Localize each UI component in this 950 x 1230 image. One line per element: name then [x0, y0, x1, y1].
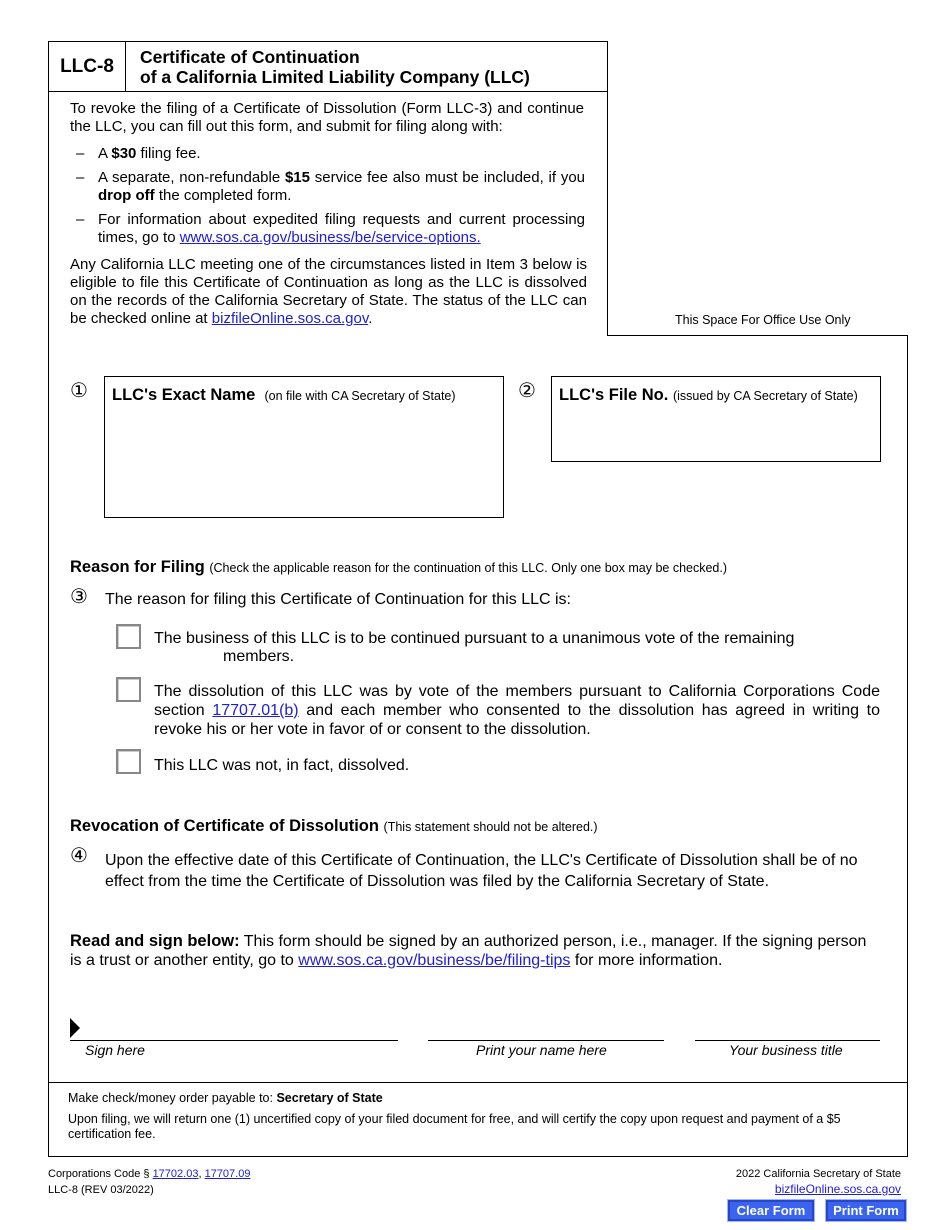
print-form-button[interactable]: Print Form: [826, 1200, 906, 1221]
code-17707-09-link[interactable]: 17707.09: [204, 1168, 251, 1180]
bullet-service-fee: A separate, non-refundable $15 service fee also must be included, if you drop off the completed form.: [98, 169, 586, 204]
payable-to: Make check/money order payable to: Secretary of State: [68, 1091, 383, 1105]
signature-line[interactable]: [70, 1040, 398, 1041]
code-section-link[interactable]: 17707.01(b): [212, 702, 299, 719]
bullet-expedited: For information about expedited filing requests and current processing times, go to www.sos.ca.gov/business/be/service-options.: [98, 211, 585, 246]
reason-checkbox-revoked-vote[interactable]: [116, 677, 141, 702]
reason-intro: The reason for filing this Certificate of Continuation for this LLC is:: [105, 591, 571, 608]
sos-copyright: 2022 California Secretary of State: [735, 1168, 901, 1180]
code-17702-03-link[interactable]: 17702.03: [152, 1168, 199, 1180]
bullet-dash: –: [76, 211, 85, 228]
item-number-2: ②: [518, 380, 536, 402]
eligibility-text: Any California LLC meeting one of the circumstances listed in Item 3 below is eligible to file this Certificate of Continuation as long as the LLC is dissolved on the records of the California Secretary of State. The status of the LLC can be checked online at bizfileOnline.sos.ca.gov.: [70, 256, 587, 327]
corporations-code: Corporations Code § 17702.03, 17707.09: [48, 1168, 251, 1180]
service-options-link[interactable]: www.sos.ca.gov/business/be/service-options.: [179, 229, 481, 246]
reason-option-unanimous-vote: The business of this LLC is to be continued pursuant to a unanimous vote of the remaining: [154, 630, 795, 647]
bullet-dash: –: [76, 169, 85, 186]
filing-tips-link[interactable]: www.sos.ca.gov/business/be/filing-tips: [298, 952, 571, 969]
bizfile-link[interactable]: bizfileOnline.sos.ca.gov: [211, 310, 369, 327]
business-title-line[interactable]: [695, 1040, 880, 1041]
llc-name-label: LLC's Exact Name (on file with CA Secretary of State): [112, 386, 456, 404]
reason-checkbox-not-dissolved[interactable]: [116, 749, 141, 774]
instructions-right-border: [607, 92, 608, 336]
footer-bizfile-link-wrap: [600, 1182, 901, 1196]
item-number-4: ④: [70, 845, 88, 867]
bullet-filing-fee: A $30 filing fee.: [98, 145, 201, 162]
bullet-dash: –: [76, 145, 85, 162]
footer-divider: [48, 1082, 908, 1083]
reason-option-not-dissolved: This LLC was not, in fact, dissolved.: [154, 757, 410, 774]
form-revision: LLC-8 (REV 03/2022): [48, 1184, 154, 1196]
instructions-intro: To revoke the filing of a Certificate of Dissolution (Form LLC-3) and continue the LLC, you can fill out this form, and submit for filing along with:: [70, 100, 584, 135]
revocation-heading: Revocation of Certificate of Dissolution (This statement should not be altered.): [70, 817, 598, 835]
reason-heading: Reason for Filing (Check the applicable reason for the continuation of this LLC. Only one box may be checked.): [70, 558, 728, 576]
print-name-label: Print your name here: [476, 1042, 607, 1058]
printed-name-line[interactable]: [428, 1040, 664, 1041]
item-number-3: ③: [70, 586, 88, 608]
item-number-1: ①: [70, 380, 88, 402]
signature-instructions: Read and sign below: This form should be signed by an authorized person, i.e., manager. If the signing person is a trust or another entity, go to www.sos.ca.gov/business/be/filing-tips for more information.: [70, 932, 867, 969]
form-code: LLC-8: [49, 42, 126, 91]
clear-form-button[interactable]: Clear Form: [728, 1200, 814, 1221]
sign-arrow-icon: [70, 1018, 80, 1038]
office-use-label: This Space For Office Use Only: [675, 313, 851, 327]
form-title-line2: of a California Limited Liability Company (LLC): [140, 67, 530, 87]
footer-bizfile-link[interactable]: bizfileOnline.sos.ca.gov: [774, 1182, 901, 1196]
llc-file-number-label: LLC's File No. (issued by CA Secretary of State): [559, 386, 858, 404]
return-copy-text: Upon filing, we will return one (1) uncertified copy of your filed document for free, and will certify the copy upon request and payment of a $5 certification fee.: [68, 1112, 841, 1141]
reason-option-unanimous-vote-cont: members.: [223, 648, 295, 665]
frame-bottom-border: [48, 1156, 908, 1157]
frame-left-border: [48, 92, 49, 1157]
business-title-label: Your business title: [729, 1042, 843, 1058]
reason-checkbox-unanimous-vote[interactable]: [116, 624, 141, 649]
sign-here-label: Sign here: [85, 1042, 145, 1058]
revocation-statement: Upon the effective date of this Certificate of Continuation, the LLC's Certificate of Dissolution shall be of no effect from the time the Certificate of Dissolution was filed by the California Secretary of State.: [105, 852, 858, 890]
frame-right-border: [907, 335, 908, 1157]
form-title-line1: Certificate of Continuation: [140, 47, 360, 67]
reason-option-revoked-vote: The dissolution of this LLC was by vote of the members pursuant to California Corporations Code section 17707.01(b) and each member who consented to the dissolution has agreed in writing to revoke his or her vote in favor of or consent to the dissolution.: [154, 683, 881, 738]
office-use-border: [607, 335, 908, 336]
